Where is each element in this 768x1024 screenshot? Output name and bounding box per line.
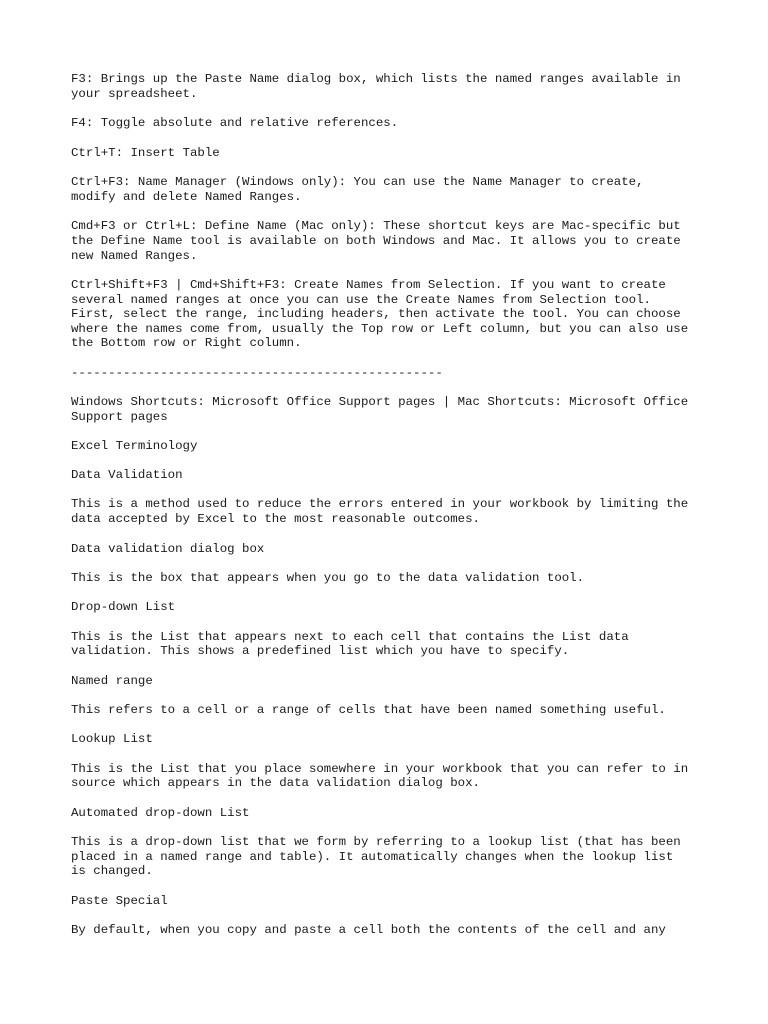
text-line: validation. This shows a predefined list which you have to specify. [71, 644, 570, 658]
text-line: Ctrl+Shift+F3 | Cmd+Shift+F3: Create Names from Selection. If you want to create [71, 278, 666, 292]
text-line: This is the List that appears next to each cell that contains the List data [71, 630, 629, 644]
text-line: placed in a named range and table). It automatically changes when the lookup list [71, 850, 674, 864]
text-line: Paste Special [71, 894, 168, 908]
text-line: the Bottom row or Right column. [71, 336, 302, 350]
text-line: source which appears in the data validation dialog box. [71, 776, 480, 790]
text-line: the Define Name tool is available on both Windows and Mac. It allows you to create [71, 234, 681, 248]
text-line: data accepted by Excel to the most reasonable outcomes. [71, 512, 480, 526]
text-line: This refers to a cell or a range of cells that have been named something useful. [71, 703, 666, 717]
text-line: your spreadsheet. [71, 87, 198, 101]
text-line: is changed. [71, 864, 153, 878]
text-line: F4: Toggle absolute and relative references. [71, 116, 399, 130]
text-line: F3: Brings up the Paste Name dialog box, which lists the named ranges available in [71, 72, 681, 86]
text-line: Ctrl+T: Insert Table [71, 146, 220, 160]
text-line: Lookup List [71, 732, 153, 746]
text-line: Support pages [71, 410, 168, 424]
text-line: Excel Terminology [71, 439, 198, 453]
text-line: modify and delete Named Ranges. [71, 190, 302, 204]
text-line: Automated drop-down List [71, 806, 250, 820]
text-line: Ctrl+F3: Name Manager (Windows only): You can use the Name Manager to create, [71, 175, 644, 189]
text-line: This is a drop-down list that we form by referring to a lookup list (that has been [71, 835, 681, 849]
text-line: Data validation dialog box [71, 542, 265, 556]
text-line: This is a method used to reduce the errors entered in your workbook by limiting the [71, 497, 689, 511]
text-line: several named ranges at once you can use the Create Names from Selection tool. [71, 293, 651, 307]
divider-line: -------------------------------------------------- [71, 366, 443, 380]
text-line: Data Validation [71, 468, 183, 482]
text-line: This is the box that appears when you go to the data validation tool. [71, 571, 585, 585]
text-line: This is the List that you place somewhere in your workbook that you can refer to in [71, 762, 689, 776]
text-line: Windows Shortcuts: Microsoft Office Support pages | Mac Shortcuts: Microsoft Office [71, 395, 689, 409]
text-line: Named range [71, 674, 153, 688]
text-line: Drop-down List [71, 600, 176, 614]
text-line: Cmd+F3 or Ctrl+L: Define Name (Mac only): These shortcut keys are Mac-specific but [71, 219, 681, 233]
text-line: First, select the range, including headers, then activate the tool. You can choose [71, 307, 681, 321]
text-line: where the names come from, usually the Top row or Left column, but you can also use [71, 322, 689, 336]
text-line: new Named Ranges. [71, 249, 198, 263]
text-line: By default, when you copy and paste a cell both the contents of the cell and any [71, 923, 666, 937]
